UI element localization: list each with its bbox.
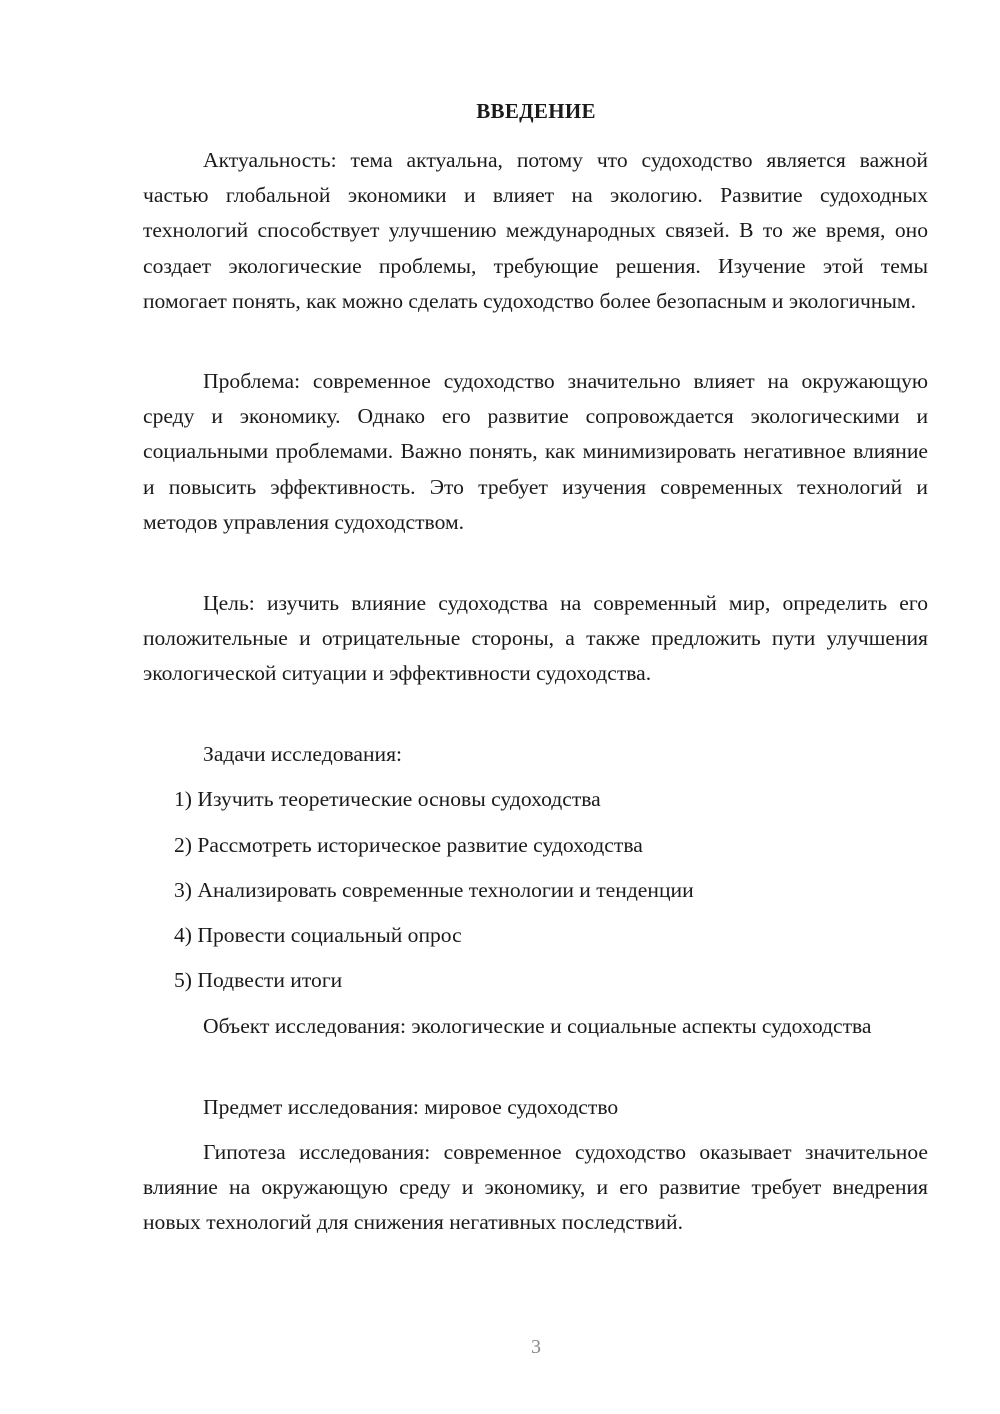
list-item: 5) Подвести итоги — [174, 968, 343, 992]
list-item: 4) Провести социальный опрос — [174, 923, 462, 947]
subject-paragraph: Предмет исследования: мировое судоходство — [203, 1095, 619, 1119]
problem-paragraph: Проблема: современное судоходство значительно влияет на окружающую среду и экономику. Однако его развитие сопровождается экологическими и социальными проблемами. Важно понять, как минимизировать негативное влияние и повысить эффективность. Это требует изучения современных технологий и методов управления судоходством. — [143, 369, 928, 534]
relevance-paragraph: Актуальность: тема актуальна, потому что судоходство является важной частью глобальной экономики и влияет на экологию. Развитие судоходных технологий способствует улучшению международных связей. В то же время, оно создает экологические проблемы, требующие решения. Изучение этой темы помогает понять, как можно сделать судоходство более безопасным и экологичным. — [143, 148, 928, 313]
page-number: 3 — [531, 1336, 541, 1358]
list-item: 3) Анализировать современные технологии и тенденции — [174, 878, 694, 902]
tasks-heading: Задачи исследования: — [203, 742, 403, 766]
list-item: 1) Изучить теоретические основы судоходства — [174, 787, 601, 811]
hypothesis-paragraph: Гипотеза исследования: современное судоходство оказывает значительное влияние на окружающую среду и экономику, и его развитие требует внедрения новых технологий для снижения негативных последствий. — [143, 1140, 928, 1235]
page-title: ВВЕДЕНИЕ — [476, 99, 596, 123]
list-item: 2) Рассмотреть историческое развитие судоходства — [174, 833, 643, 857]
object-paragraph: Объект исследования: экологические и социальные аспекты судоходства — [203, 1014, 872, 1038]
goal-paragraph: Цель: изучить влияние судоходства на современный мир, определить его положительные и отрицательные стороны, а также предложить пути улучшения экологической ситуации и эффективности судоходства. — [143, 591, 928, 686]
